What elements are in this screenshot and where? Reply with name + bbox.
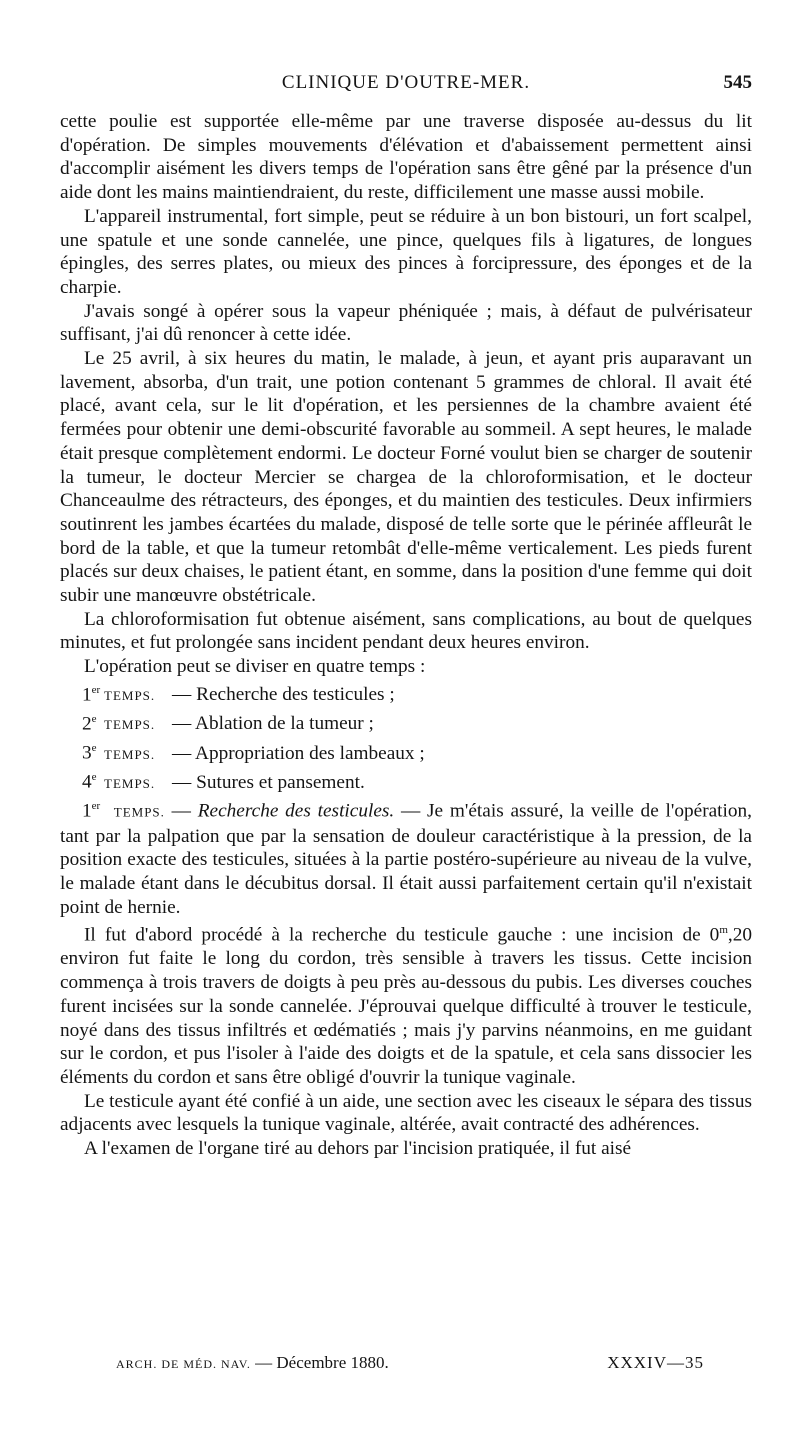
step-number-suffix: er <box>91 683 101 696</box>
paragraph: Le 25 avril, à six heures du matin, le malade, à jeun, et ayant pris auparavant un lavement, absorba, d'un trait, une potion contenant 5 grammes de chloral. Il avait été placé, avant cela, sur le lit d'opération, et les persiennes de la chambre avaient été fermées pour obtenir une demi-obscurité favorable au sommeil. A sept heures, le malade était presque complètement endormi. Le docteur Forné voulut bien se charger de soutenir la tumeur, le docteur Mercier se chargea de la chloroformisation, et le docteur Chanceaulme des rétracteurs, des éponges, et du maintien des testicules. Deux infirmiers soutinrent les jambes écartées du malade, disposé de telle sorte que le périnée affleurât le bord de la table, et que la tumeur retombât d'elle-même verticalement. Les pieds furent placés sur deux chaises, le patient étant, en somme, dans la position d'une femme qui doit subir une manœuvre obstétricale. <box>60 348 752 607</box>
unit-superscript: m <box>719 924 728 937</box>
section-word: TEMPS. <box>113 804 165 820</box>
step-word: TEMPS. <box>104 775 156 791</box>
step-text: — Sutures et pansement. <box>172 771 365 793</box>
paragraph-text: Il fut d'abord procédé à la recherche du testicule gauche : une incision de 0 <box>84 924 720 946</box>
step-item <box>60 766 752 795</box>
step-word: TEMPS. <box>104 688 156 704</box>
running-head-title: CLINIQUE D'OUTRE-MER. <box>281 72 531 93</box>
step-text: — Appropriation des lambeaux ; <box>172 742 425 764</box>
signature-mark: XXXIV—35 <box>607 1353 704 1372</box>
step-item <box>60 679 752 708</box>
paragraph <box>60 919 752 1089</box>
paragraph: cette poulie est supportée elle-même par une traverse disposée au-dessus du lit d'opération. De simples mouvements d'élévation et d'abaissement permettent ainsi d'accomplir aisément les divers temps de l'opération sans être gêné par la présence d'un aide dont les mains maintiendraient, du reste, difficilement une masse aussi mobile. <box>60 111 752 204</box>
step-word: TEMPS. <box>104 746 156 762</box>
step-word: TEMPS. <box>104 717 156 733</box>
page-number: 545 <box>723 72 752 93</box>
page-footer <box>60 1353 752 1377</box>
steps-list <box>60 679 752 796</box>
running-head <box>60 72 752 96</box>
section-text: — Je m'étais assuré, la veille de l'opération, tant par la palpation que par la sensation de douleur caractéristique à la pression, de la position exacte des testicules, situées à la partie postéro-supérieure au niveau de la vulve, le malade étant dans le décubitus dorsal. Il était aussi parfaitement certain qu'il n'existait point de hernie. <box>60 800 752 918</box>
paragraph-text: ,20 environ fut faite le long du cordon, très sensible à travers les tissus. Cette incision commença à trois travers de doigts à peu près au-dessous du pubis. Les diverses couches furent incisées sur la sonde cannelée. J'éprouvai quelque difficulté à trouver le testicule, noyé dans des tissus infiltrés et œdématiés ; mais j'y parvins néanmoins, en me guidant sur le cordon, et pus l'isoler à l'aide des doigts et de la spatule, et cela sans dissocier les éléments du cordon et sans être obligé d'ouvrir la tunique vaginale. <box>60 924 752 1088</box>
paragraph: La chloroformisation fut obtenue aisément, sans complications, au bout de quelques minutes, et fut prolongée sans incident pendant deux heures environ. <box>60 608 752 654</box>
step-text: — Recherche des testicules ; <box>172 684 395 706</box>
step-number: 3 <box>82 742 92 764</box>
section-number-suffix: er <box>91 800 101 813</box>
section-number: 1 <box>82 800 92 822</box>
step-number: 2 <box>82 713 92 735</box>
step-text: — Ablation de la tumeur ; <box>172 713 374 735</box>
footer-dash: — <box>250 1353 277 1372</box>
section-paragraph <box>60 795 752 919</box>
step-number-suffix: e <box>91 771 97 784</box>
paragraph: L'appareil instrumental, fort simple, peut se réduire à un bon bistouri, un fort scalpel, une spatule et une sonde cannelée, une pince, quelques fils à ligatures, de longues épingles, des serres plates, ou mieux des pinces à forcipressure, des éponges et de la charpie. <box>60 205 752 298</box>
step-item <box>60 708 752 737</box>
issue-date: Décembre 1880. <box>276 1353 389 1372</box>
step-number-suffix: e <box>91 713 97 725</box>
step-number-suffix: e <box>91 742 97 755</box>
body-text <box>60 110 752 1161</box>
step-number: 4 <box>82 771 92 793</box>
section-dash: — <box>164 800 198 822</box>
journal-name: ARCH. DE MÉD. NAV. <box>116 1357 251 1371</box>
section-title: Recherche des testicules. <box>197 800 395 822</box>
step-number: 1 <box>82 684 92 706</box>
paragraph: A l'examen de l'organe tiré au dehors par l'incision pratiquée, il fut aisé <box>84 1138 632 1160</box>
paragraph: J'avais songé à opérer sous la vapeur phéniquée ; mais, à défaut de pulvérisateur suffisant, j'ai dû renoncer à cette idée. <box>60 300 752 346</box>
step-item <box>60 737 752 766</box>
paragraph: L'opération peut se diviser en quatre temps : <box>84 656 426 678</box>
paragraph: Le testicule ayant été confié à un aide, une section avec les ciseaux le sépara des tissus adjacents avec lesquels la tunique vaginale, altérée, avait contracté des adhérences. <box>60 1090 752 1136</box>
